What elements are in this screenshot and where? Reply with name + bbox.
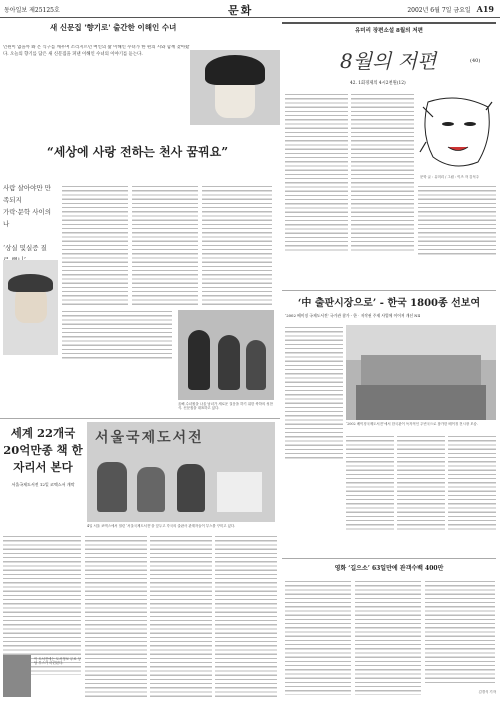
nun-portrait-photo: [190, 50, 280, 125]
intro-text: 인원이 없을까 봐 온 식구를 깨우며 소리지르던 여인의 삶 이해인 수녀가 한 편의 시와 함께 찾아왔다. 오늘의 향기를 담은 새 신문집을 펴낸 이해인 수녀의 이야기를 듣는다.: [3, 45, 190, 57]
china-fair-headline: ‘中 출판시장으로’ - 한국 1800종 선보여: [297, 298, 481, 309]
book-fair-caption: 4일 서울 코엑스에서 열린 ‘서울국제도서전’을 앞두고 각국의 출판사 관계자들이 부스를 꾸미고 있다.: [87, 524, 236, 528]
serial-series-title: 유미리 장편소설 8월의 저편: [354, 28, 423, 34]
film-body-2: [355, 580, 421, 695]
china-fair-photo: [346, 325, 496, 420]
book-fair-body-3: [150, 535, 212, 700]
serial-body-3: [418, 185, 496, 255]
china-fair-body-1: [285, 326, 343, 461]
nun-photo-small: [3, 260, 58, 355]
body-column-1: [62, 185, 128, 305]
book-fair-banner: 서울국제도서전: [95, 430, 204, 446]
book-fair-photo: [87, 422, 275, 522]
serial-byline: 문학 글 : 유미리 / 그림 : 이즈 자 김석주: [420, 175, 479, 179]
date-page: [407, 4, 494, 14]
pull-quote-2: 가락·문학 사이의 나: [3, 208, 52, 228]
book-fair-body-2: [85, 535, 147, 700]
china-fair-subhead: ‘2002 베이징 국제도서전’ 국가관 참가 - 한 · 저작권 주제 사업에 이어져 개선 N4: [285, 313, 421, 318]
section-title: 문화: [228, 4, 254, 17]
book-fair-small-photo: [3, 655, 31, 697]
film-body-1: [285, 580, 351, 695]
serial-body-1: [285, 93, 348, 253]
book-fair-headline: 세계 22개국 20억만종 책 한자리서 본다: [3, 426, 83, 474]
nuns-group-photo: [178, 310, 274, 400]
divider-right-2: [282, 558, 496, 559]
serial-episode: (40): [470, 58, 481, 64]
film-headline: 영화 ‘길으소’ 63일만에 관객수백 400만: [334, 565, 444, 572]
book-fair-body-1: [3, 535, 81, 675]
china-fair-body-2: [346, 435, 394, 530]
page-header: [0, 0, 500, 18]
book-fair-headline-block: [3, 425, 83, 525]
page-number: A19: [476, 4, 494, 14]
pull-quote-3: ‘상실 및실증 질: [3, 244, 47, 252]
face-illustration-icon: [418, 92, 496, 172]
article-headline: “세상에 사랑 전하는 천사 꿈꿔요”: [46, 145, 229, 159]
body-column-2: [132, 185, 198, 305]
article-kicker: 새 신문집 '향기로' 출간한 이해인 수녀: [50, 23, 177, 32]
issue-date: 2002년 6월 7일 금요일: [407, 7, 471, 14]
book-fair-small-caption: 이 도서전에는 도서정보 무료 상담 부스가 마련된다.: [34, 657, 81, 666]
article-intro: [3, 45, 193, 125]
china-fair-caption: ‘2002 베이징국제도서전’에서 한국관이 독자적인 주빈국으로 참가한 베이징 전시장 모습.: [346, 422, 478, 426]
photo-caption: 올해 수녀원을 나올 남녀가 새로운 걸음을 하기 위한 축하의 성찬식. 신문집을 대표하고 있다.: [178, 402, 273, 411]
serial-title: 8월의 저편: [340, 49, 437, 73]
body-column-3: [202, 185, 272, 305]
film-byline: 김경식 기자: [478, 690, 496, 694]
body-column-4: [62, 310, 172, 360]
book-fair-subhead: 서울국제도서전 12일 코엑스서 개막: [11, 482, 75, 487]
serial-illustration: [418, 92, 496, 172]
pull-quote-1: 사람 살아야만 만족되지: [3, 184, 52, 204]
serial-top-border: [282, 22, 496, 24]
newspaper-issue: 동아일보 제25125호: [4, 7, 60, 14]
china-fair-body-3: [397, 435, 445, 530]
serial-body-2: [351, 93, 414, 253]
china-fair-body-4: [448, 435, 496, 530]
serial-subtitle: 42. 1회경제의 4시2천원(12): [350, 81, 406, 86]
divider-left: [0, 418, 280, 419]
book-fair-body-4: [215, 535, 277, 700]
film-body-3: [425, 580, 495, 685]
divider-right: [282, 290, 496, 291]
